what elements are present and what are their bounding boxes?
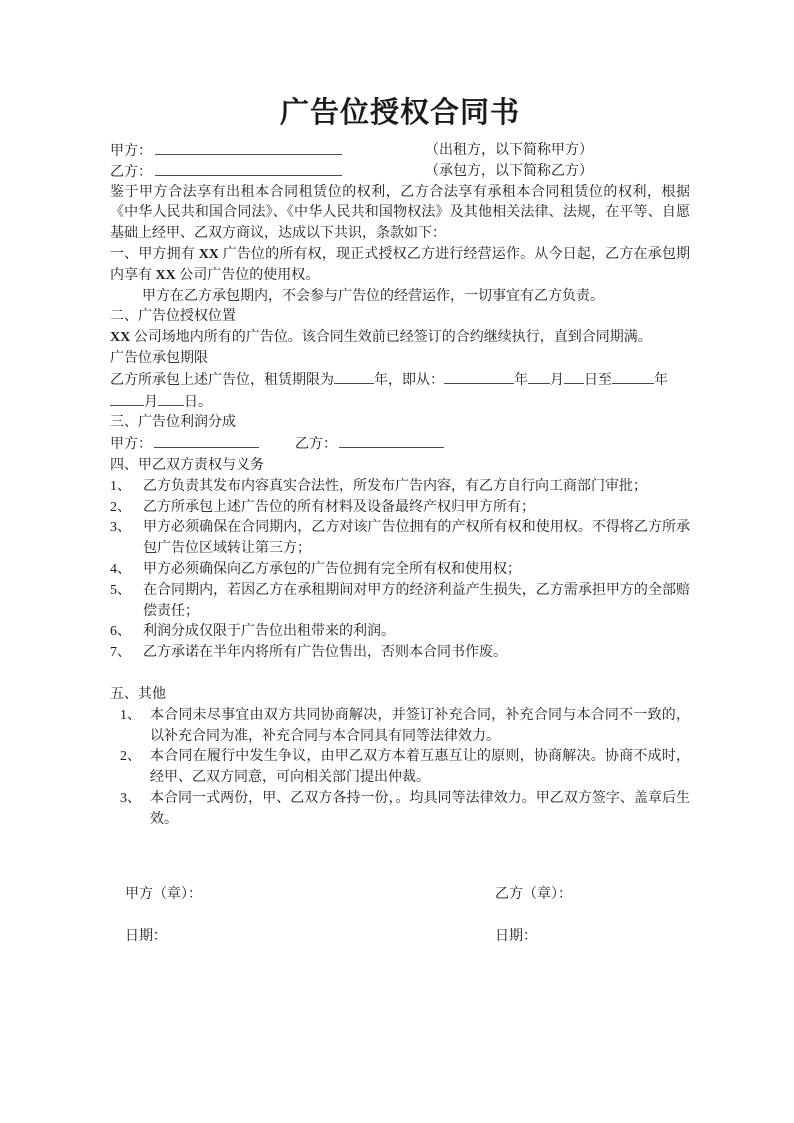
section-2-xx: XX bbox=[110, 330, 131, 346]
section-4-item-4 bbox=[110, 560, 690, 581]
clause-1-text-mid: 广告位的所有权，现正式授权乙方进行经营运作。从今日起，乙方在承包期内享有 bbox=[110, 246, 691, 283]
section-5-item-2 bbox=[120, 747, 690, 789]
section-5-item-1 bbox=[120, 706, 690, 748]
section-2-heading: 二、广告位授权位置 bbox=[110, 309, 236, 325]
party-b-note: （承包方，以下简称乙方） bbox=[425, 163, 593, 179]
lease-term-heading: 广告位承包期限 bbox=[110, 350, 208, 366]
section-4-item-2 bbox=[110, 498, 690, 519]
clause-1-subparagraph: 甲方在乙方承包期内，不会参与广告位的经营运作，一切事宜有乙方负责。 bbox=[142, 288, 604, 304]
section-2-location bbox=[110, 328, 690, 349]
pre-signature-spacer bbox=[110, 831, 690, 885]
item-text: 利润分成仅限于广告位出租带来的利润。 bbox=[143, 624, 395, 640]
section-4-item-5 bbox=[110, 581, 690, 623]
profit-party-b-label: 乙方： bbox=[295, 437, 337, 453]
blank-line-spacer bbox=[110, 664, 690, 685]
item-text: 乙方承诺在半年内将所有广告位售出，否则本合同书作废。 bbox=[143, 645, 507, 661]
lease-term-line-2 bbox=[110, 392, 690, 414]
start-month-blank bbox=[528, 370, 550, 384]
item-number: 5、 bbox=[110, 582, 131, 598]
date-row bbox=[110, 927, 690, 948]
section-4-item-6 bbox=[110, 622, 690, 643]
item-text: 甲方必须确保在合同期内，乙方对该广告位拥有的产权所有权和使用权。不得将乙方所承包广告位区域转让第三方； bbox=[143, 520, 690, 557]
term-seg-7: 月 bbox=[144, 394, 158, 410]
end-year-blank bbox=[612, 370, 654, 384]
party-a-seal-label: 甲方（章）： bbox=[125, 886, 202, 902]
profit-party-a-label: 甲方： bbox=[110, 437, 152, 453]
term-seg-6: 年 bbox=[654, 372, 668, 388]
party-a-blank-line bbox=[155, 141, 342, 155]
party-b-blank-line bbox=[155, 162, 342, 176]
lease-term-line-1 bbox=[110, 370, 690, 392]
clause-1-xx-1: XX bbox=[198, 246, 219, 262]
section-4-item-7 bbox=[110, 643, 690, 664]
item-number: 3、 bbox=[110, 520, 131, 536]
party-a-label: 甲方： bbox=[110, 144, 152, 159]
item-number: 1、 bbox=[120, 707, 141, 723]
item-number: 7、 bbox=[110, 645, 131, 661]
clause-1-text-end: 公司广告位的使用权。 bbox=[175, 267, 320, 283]
term-seg-4: 月 bbox=[550, 372, 564, 388]
section-4-item-1 bbox=[110, 477, 690, 498]
end-month-blank bbox=[110, 392, 144, 406]
party-b-seal-label: 乙方（章）： bbox=[495, 886, 572, 902]
party-a-row bbox=[110, 141, 690, 162]
preamble-paragraph: 鉴于甲方合法享有出租本合同租赁位的权利，乙方合法享有承租本合同租赁位的权利，根据《中华人民共和国合同法》、《中华人民共和国物权法》及其他相关法律、法规，在平等、自愿基础上经甲、乙双方商议，达成以下共识，条款如下： bbox=[110, 184, 690, 242]
term-seg-5: 日至 bbox=[584, 372, 612, 388]
term-seg-1: 乙方所承包上述广告位，租赁期限为 bbox=[110, 372, 334, 388]
term-seg-8: 日。 bbox=[184, 394, 212, 410]
party-a-date-label: 日期： bbox=[125, 929, 167, 945]
seal-row bbox=[110, 885, 690, 906]
item-text: 本合同未尽事宜由双方共同协商解决，并签订补充合同，补充合同与本合同不一致的，以补充合同为准，补充合同与本合同具有同等法律效力。 bbox=[150, 707, 690, 744]
section-3-heading: 三、广告位利润分成 bbox=[110, 415, 236, 431]
item-number: 4、 bbox=[110, 561, 131, 577]
item-number: 2、 bbox=[120, 749, 141, 765]
clause-1-xx-2: XX bbox=[155, 267, 176, 283]
term-seg-3: 年 bbox=[514, 372, 528, 388]
item-text: 在合同期内，若因乙方在承租期间对甲方的经济利益产生损失，乙方需承担甲方的全部赔偿责任； bbox=[143, 582, 690, 619]
section-4-item-3 bbox=[110, 518, 690, 560]
item-number: 6、 bbox=[110, 624, 131, 640]
section-5-item-3 bbox=[120, 789, 690, 831]
item-number: 2、 bbox=[110, 499, 131, 515]
clause-1-paragraph bbox=[110, 245, 690, 287]
contract-title: 广告位授权合同书 bbox=[279, 97, 520, 129]
profit-party-b-blank bbox=[339, 434, 444, 448]
term-seg-2: 年，即从： bbox=[374, 372, 444, 388]
start-day-blank bbox=[564, 370, 584, 384]
item-text: 乙方负责其发布内容真实合法性，所发布广告内容，有乙方自行向工商部门审批； bbox=[143, 478, 647, 494]
item-number: 1、 bbox=[110, 478, 131, 494]
section-2-location-text: 公司场地内所有的广告位。该合同生效前已经签订的合约继续执行，直到合同期满。 bbox=[130, 330, 652, 346]
party-b-label: 乙方： bbox=[110, 164, 152, 180]
item-number: 3、 bbox=[120, 790, 141, 806]
party-a-note: （出租方，以下简称甲方） bbox=[425, 143, 593, 158]
term-years-blank bbox=[334, 370, 374, 384]
party-b-row bbox=[110, 162, 690, 183]
section-4-heading: 四、甲乙双方责权与义务 bbox=[110, 457, 264, 473]
profit-party-a-blank bbox=[154, 434, 259, 448]
pre-date-spacer bbox=[110, 905, 690, 927]
item-text: 乙方所承包上述广告位的所有材料及设备最终产权归甲方所有； bbox=[143, 499, 535, 515]
item-text: 甲方必须确保向乙方承包的广告位拥有完全所有权和使用权； bbox=[143, 561, 521, 577]
profit-split-row bbox=[110, 434, 690, 456]
clause-1-text: 一、甲方拥有 bbox=[110, 246, 199, 262]
start-year-blank bbox=[444, 370, 514, 384]
item-text: 本合同在履行中发生争议，由甲乙双方本着互惠互让的原则，协商解决。协商不成时，经甲、乙双方同意，可向相关部门提出仲裁。 bbox=[150, 749, 690, 786]
end-day-blank bbox=[158, 392, 184, 406]
section-5-heading: 五、其他 bbox=[110, 686, 166, 702]
item-text: 本合同一式两份，甲、乙双方各持一份，。均具同等法律效力。甲乙双方签字、盖章后生效。 bbox=[150, 790, 690, 827]
party-b-date-label: 日期： bbox=[495, 929, 537, 945]
